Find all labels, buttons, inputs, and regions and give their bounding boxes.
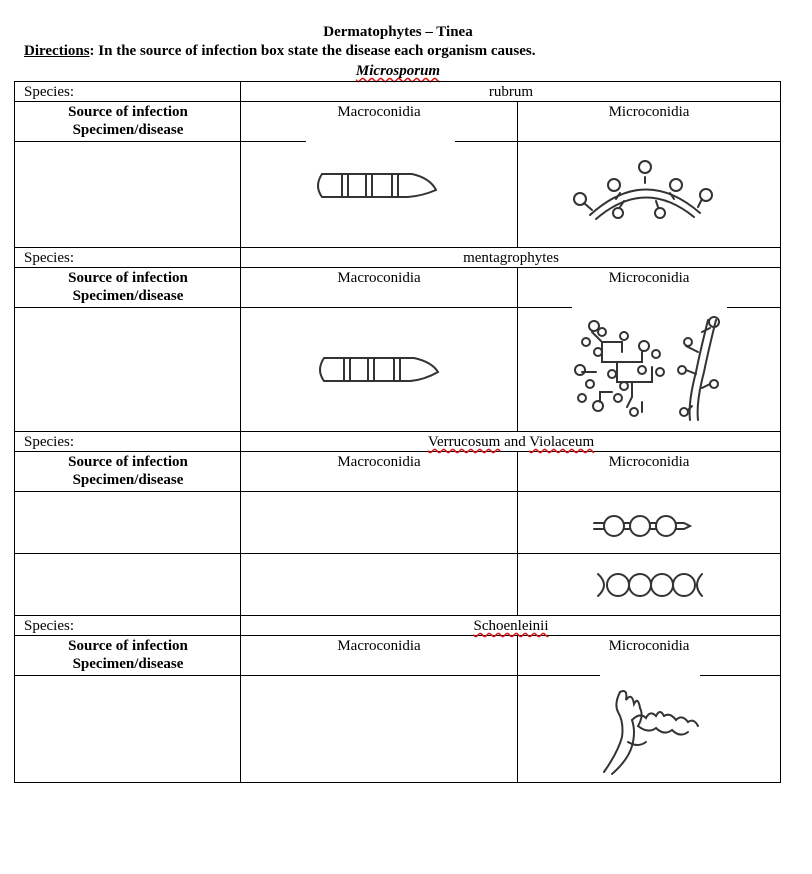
source-header-line1: Source of infection	[68, 104, 188, 120]
microconidia-header: Microconidia	[608, 270, 690, 286]
column-divider	[517, 101, 518, 247]
column-divider	[517, 635, 518, 783]
column-divider	[240, 81, 241, 783]
tear-drop-microconidia-icon	[570, 155, 720, 230]
microconidia-header: Microconidia	[608, 454, 690, 470]
macroconidia-header: Macroconidia	[337, 270, 421, 286]
grape-cluster-microconidia-icon	[572, 312, 732, 424]
species-name-rubrum: rubrum	[488, 84, 534, 100]
row-divider	[14, 141, 306, 142]
species-name-mentagrophytes: mentagrophytes	[463, 250, 559, 266]
species-name-schoenleinii	[241, 617, 781, 635]
microconidia-header: Microconidia	[608, 104, 690, 120]
directions-body: : In the source of infection box state the disease each organism causes.	[89, 43, 536, 59]
species-label: Species:	[24, 250, 74, 266]
cigar-macroconidium-icon	[312, 166, 442, 206]
row-divider	[14, 553, 781, 554]
row-divider	[14, 615, 781, 616]
genus-name: Microsporum	[355, 63, 441, 79]
source-header-line2: Specimen/disease	[72, 288, 184, 304]
row-divider	[14, 635, 781, 636]
favic-chandelier-icon	[598, 682, 703, 777]
source-header-line1: Source of infection	[68, 454, 188, 470]
macroconidia-header: Macroconidia	[337, 638, 421, 654]
directions-label: Directions	[24, 43, 90, 59]
species-label: Species:	[24, 434, 74, 450]
row-divider	[14, 675, 600, 676]
cigar-macroconidium-icon	[314, 350, 444, 390]
row-divider	[14, 491, 781, 492]
macroconidia-header: Macroconidia	[337, 104, 421, 120]
species-label: Species:	[24, 618, 74, 634]
page-title: Dermatophytes – Tinea	[323, 24, 473, 40]
source-header-line2: Specimen/disease	[72, 122, 184, 138]
row-divider	[727, 307, 781, 308]
species-joiner: and	[500, 434, 530, 450]
row-divider	[14, 267, 781, 268]
species-label: Species:	[24, 84, 74, 100]
macroconidia-header: Macroconidia	[337, 454, 421, 470]
row-divider	[14, 431, 781, 432]
genus-title	[0, 63, 796, 80]
chlamydospore-chain-icon	[596, 570, 706, 600]
column-divider	[517, 451, 518, 615]
row-divider	[14, 307, 572, 308]
row-divider	[14, 101, 781, 102]
source-header-line2: Specimen/disease	[72, 656, 184, 672]
row-divider	[14, 451, 781, 452]
species-name-schoenleinii-text: Schoenleinii	[473, 618, 549, 634]
microconidia-header: Microconidia	[608, 638, 690, 654]
row-divider	[455, 141, 781, 142]
species-name-verrucosum-violaceum	[241, 433, 781, 451]
species-name-violaceum: Violaceum	[529, 434, 595, 450]
column-divider	[517, 267, 518, 431]
chlamydospore-chain-icon	[594, 512, 704, 540]
source-header-line2: Specimen/disease	[72, 472, 184, 488]
row-divider	[14, 247, 781, 248]
source-header-line1: Source of infection	[68, 638, 188, 654]
source-header-line1: Source of infection	[68, 270, 188, 286]
directions-text	[24, 43, 535, 60]
species-name-verrucosum: Verrucosum	[427, 434, 501, 450]
row-divider	[700, 675, 781, 676]
